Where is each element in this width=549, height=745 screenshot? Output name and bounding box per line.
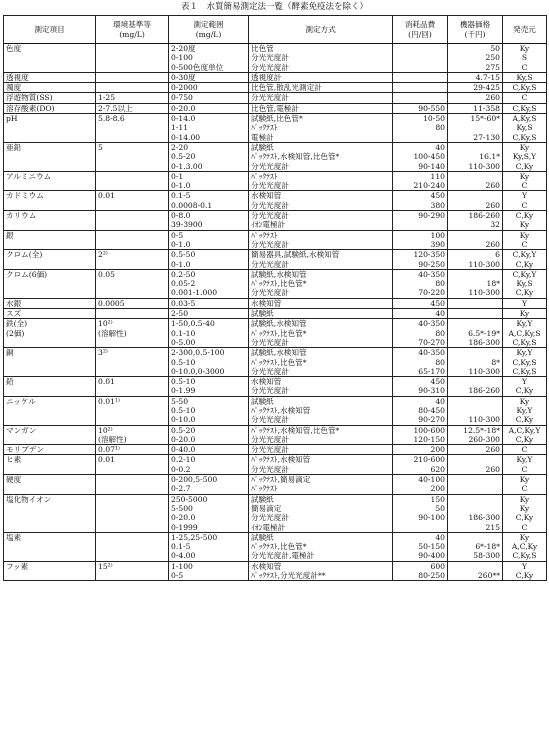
- col-item-cell: カリウム: [4, 211, 96, 231]
- table-row: [4, 72, 547, 82]
- col-price-cell: 260: [448, 230, 503, 250]
- col-maker-cell: Ky,S: [503, 72, 547, 82]
- col-price-cell: [448, 475, 503, 495]
- col-cost-cell: 10-50 80: [393, 114, 448, 143]
- col-price-cell: 260: [448, 93, 503, 103]
- col-maker-cell: C,Ky,Y Ky,S C,Ky: [503, 269, 547, 298]
- col-method-cell: 試験紙,水検知管 ﾊﾟｯｸﾃｽﾄ,比色管* 分光光度計: [249, 319, 393, 348]
- col-cost-cell: [393, 93, 448, 103]
- col-range-cell: 2-20度 0-100 0-500色度単位: [169, 44, 249, 73]
- col-maker-cell: Y C,Ky: [503, 561, 547, 581]
- col-method-cell: 試験紙 ﾊﾟｯｸﾃｽﾄ,水検知管,比色管* 分光光度計: [249, 142, 393, 171]
- col-standard-cell: 5.8-8.6: [96, 114, 169, 143]
- col-range-cell: 0.5-50 0-1.0: [169, 250, 249, 270]
- table-row: [4, 494, 547, 532]
- col-range-cell: 0-8.0 39-3900: [169, 211, 249, 231]
- col-maker-cell: C: [503, 445, 547, 455]
- col-range-cell: 0-2000: [169, 83, 249, 93]
- col-range-cell: 0.1-5 0.0008-0.1: [169, 191, 249, 211]
- col-price-cell: 29-425: [448, 83, 503, 93]
- col-price-cell: 15*-60* 27-130: [448, 114, 503, 143]
- col-price-cell: 260: [448, 171, 503, 191]
- col-range-cell: 0.2-50 0.05-2 0.001-1.000: [169, 269, 249, 298]
- col-item-cell: フッ素: [4, 561, 96, 581]
- col-cost-cell: 40-100 200: [393, 475, 448, 495]
- col-cost-cell: 40 100-450 90-140: [393, 142, 448, 171]
- col-maker-cell: C: [503, 93, 547, 103]
- col-method-cell: 水検知管 分光光度計: [249, 191, 393, 211]
- col-method-cell: 分光光度計: [249, 445, 393, 455]
- table-row: [4, 114, 547, 143]
- col-cost-cell: 40-350 80 70-270: [393, 319, 448, 348]
- col-price-cell: 18* 110-300: [448, 269, 503, 298]
- col-maker-cell: Ky C: [503, 230, 547, 250]
- col-method-cell: ﾊﾟｯｸﾃｽﾄ,水検知管,比色管* 分光光度計: [249, 425, 393, 445]
- col-standard-cell: 0.0005: [96, 298, 169, 308]
- col-cost-cell: 450: [393, 298, 448, 308]
- col-price-cell: 260: [448, 445, 503, 455]
- col-cost-cell: [393, 83, 448, 93]
- col-range-cell: 5-50 0.5-10 0-10.0: [169, 396, 249, 425]
- col-price-cell: 260**: [448, 561, 503, 581]
- col-item-cell: 透視度: [4, 72, 96, 82]
- col-item-cell: 鉄(全) (2価): [4, 319, 96, 348]
- col-cost-cell: 40: [393, 309, 448, 319]
- col-cost-cell: 40 50-150 90-400: [393, 532, 448, 561]
- col-item-cell: 亜鉛: [4, 142, 96, 171]
- col-standard-cell: 3²⁾: [96, 348, 169, 377]
- col-price-cell: 110-300: [448, 396, 503, 425]
- col-maker-cell: C,Ky,S: [503, 83, 547, 93]
- col-standard-cell: 10²⁾ (溶解性): [96, 319, 169, 348]
- table-row: [4, 377, 547, 397]
- col-range-cell: 1-100 0-5: [169, 561, 249, 581]
- col-item-header: 測定項目: [4, 16, 96, 44]
- col-price-cell: 12.5*-18* 260-300: [448, 425, 503, 445]
- col-maker-cell: Ky Ky,Y C,Ky: [503, 396, 547, 425]
- col-method-cell: 試験紙,水検知管 ﾊﾟｯｸﾃｽﾄ,比色管* 分光光度計: [249, 348, 393, 377]
- col-price-cell: 6.5*-19* 186-300: [448, 319, 503, 348]
- col-cost-cell: 600 80-250: [393, 561, 448, 581]
- col-standard-cell: 2-7.5以上: [96, 103, 169, 113]
- col-cost-cell: 200: [393, 445, 448, 455]
- table-row: [4, 250, 547, 270]
- table-row: [4, 93, 547, 103]
- col-maker-cell: Y C: [503, 191, 547, 211]
- col-maker-cell: Ky Ky,S,Y C,Ky: [503, 142, 547, 171]
- col-cost-cell: 150 50 90-100: [393, 494, 448, 532]
- col-standard-cell: [96, 309, 169, 319]
- col-cost-cell: 120-350 90-250: [393, 250, 448, 270]
- col-item-cell: ニッケル: [4, 396, 96, 425]
- table-row: [4, 103, 547, 113]
- table-row: [4, 44, 547, 73]
- col-cost-cell: 450 90-310: [393, 377, 448, 397]
- col-range-cell: 1-50,0.5-40 0.1-10 0-5.00: [169, 319, 249, 348]
- col-method-cell: 比色管,散乱光測定計: [249, 83, 393, 93]
- col-range-cell: 2-20 0.5-20 0-1.3.00: [169, 142, 249, 171]
- col-item-cell: クロム(6価): [4, 269, 96, 298]
- col-maker-cell: Ky C: [503, 475, 547, 495]
- col-method-cell: ﾊﾟｯｸﾃｽﾄ 分光光度計: [249, 171, 393, 191]
- col-method-cell: 試験紙 簡易滴定 分光光度計 ｲｵﾝ電極計: [249, 494, 393, 532]
- col-price-cell: [448, 298, 503, 308]
- col-item-cell: 濁度: [4, 83, 96, 93]
- col-maker-cell: Y C,Ky: [503, 377, 547, 397]
- col-standard-cell: [96, 83, 169, 93]
- table-row: [4, 211, 547, 231]
- col-maker-cell: A,Ky,S Ky,S C,Ky,S: [503, 114, 547, 143]
- col-standard-cell: [96, 494, 169, 532]
- col-cost-cell: [393, 44, 448, 73]
- col-range-cell: 2-50: [169, 309, 249, 319]
- table-row: [4, 561, 547, 581]
- table-row: [4, 455, 547, 475]
- col-item-cell: ヒ素: [4, 455, 96, 475]
- col-standard-cell: 2²⁾: [96, 250, 169, 270]
- col-range-cell: 0-5 0-1.0: [169, 230, 249, 250]
- col-item-cell: マンガン: [4, 425, 96, 445]
- col-price-cell: 50 250 275: [448, 44, 503, 73]
- col-range-cell: 0.5-20 0-20.0: [169, 425, 249, 445]
- col-item-cell: 銀: [4, 230, 96, 250]
- col-item-cell: クロム(全): [4, 250, 96, 270]
- col-range-cell: 0-20.0: [169, 103, 249, 113]
- col-cost-cell: 40 80-450 90-270: [393, 396, 448, 425]
- col-range-cell: 0.03-5: [169, 298, 249, 308]
- col-method-cell: 分光光度計 ｲｵﾝ電極計: [249, 211, 393, 231]
- col-maker-cell: C,Ky,Y C,Ky: [503, 250, 547, 270]
- col-method-cell: 試験紙 ﾊﾟｯｸﾃｽﾄ,水検知管 分光光度計: [249, 396, 393, 425]
- col-item-cell: カドミウム: [4, 191, 96, 211]
- col-range-cell: 0-1 0-1.0: [169, 171, 249, 191]
- col-item-cell: pH: [4, 114, 96, 143]
- col-item-cell: 鉛: [4, 377, 96, 397]
- table-row: [4, 309, 547, 319]
- col-method-cell: 試験紙,比色管* ﾊﾟｯｸﾃｽﾄ 電極計: [249, 114, 393, 143]
- col-cost-cell: 40-350 80 65-170: [393, 348, 448, 377]
- col-method-cell: 水検知管: [249, 298, 393, 308]
- col-item-cell: 溶存酸素(DO): [4, 103, 96, 113]
- col-range-cell: 0-30度: [169, 72, 249, 82]
- col-cost-cell: 210-600 620: [393, 455, 448, 475]
- col-method-cell: ﾊﾟｯｸﾃｽﾄ,水検知管 分光光度計: [249, 455, 393, 475]
- table-caption: 表１ 水質簡易測定法一覧（酵素免疫法を除く）: [180, 2, 368, 12]
- col-standard-cell: [96, 475, 169, 495]
- col-method-cell: 簡易器具,試験紙,水検知管 分光光度計: [249, 250, 393, 270]
- col-standard-cell: 0.01¹⁾: [96, 396, 169, 425]
- table-row: [4, 83, 547, 93]
- table-body: [4, 44, 547, 581]
- col-standard-cell: 0.07¹⁾: [96, 445, 169, 455]
- table-row: [4, 319, 547, 348]
- col-range-cell: 0-200,5-500 0-2.7: [169, 475, 249, 495]
- measurement-table: [3, 15, 547, 581]
- table-row: [4, 475, 547, 495]
- col-price-cell: 6*-18* 58-300: [448, 532, 503, 561]
- col-method-cell: 比色管,電極計: [249, 103, 393, 113]
- col-method-cell: 分光光度計: [249, 93, 393, 103]
- col-standard-cell: [96, 211, 169, 231]
- col-maker-cell: Ky A,C,Ky C,Ky,S: [503, 532, 547, 561]
- table-row: [4, 532, 547, 561]
- col-cost-cell: 100 390: [393, 230, 448, 250]
- table-row: [4, 191, 547, 211]
- col-standard-cell: 0.05: [96, 269, 169, 298]
- col-method-header: 測定方式: [249, 16, 393, 44]
- col-price-cell: 186-260 32: [448, 211, 503, 231]
- col-range-cell: 0-14.0 1-11 0-14.00: [169, 114, 249, 143]
- col-standard-header: 環境基準等 (mg/L): [96, 16, 169, 44]
- col-range-cell: 1-25,25-500 0.1-5 0-4.00: [169, 532, 249, 561]
- col-range-cell: 0.5-10 0-1.99: [169, 377, 249, 397]
- col-standard-cell: 0.01: [96, 191, 169, 211]
- col-price-cell: 16.1* 110-300: [448, 142, 503, 171]
- col-maker-cell: Ky C: [503, 171, 547, 191]
- col-maker-cell: Ky Ky C,Ky C: [503, 494, 547, 532]
- header-row: [4, 16, 547, 44]
- col-item-cell: 色度: [4, 44, 96, 73]
- col-standard-cell: [96, 72, 169, 82]
- table-row: [4, 269, 547, 298]
- col-maker-cell: C,Ky,S: [503, 103, 547, 113]
- col-range-cell: 0-40.0: [169, 445, 249, 455]
- col-item-cell: 塩素: [4, 532, 96, 561]
- col-standard-cell: 0.01: [96, 377, 169, 397]
- table-row: [4, 348, 547, 377]
- col-cost-cell: 90-290: [393, 211, 448, 231]
- col-method-cell: ﾊﾟｯｸﾃｽﾄ 分光光度計: [249, 230, 393, 250]
- table-row: [4, 298, 547, 308]
- col-maker-cell: Y: [503, 298, 547, 308]
- col-method-cell: 水検知管 ﾊﾟｯｸﾃｽﾄ,分光光度計**: [249, 561, 393, 581]
- col-cost-cell: 90-550: [393, 103, 448, 113]
- table-row: [4, 230, 547, 250]
- col-range-cell: 2-300,0.5-100 0.5-10 0-10.0,0-3000: [169, 348, 249, 377]
- col-maker-header: 発売元: [503, 16, 547, 44]
- col-method-cell: 試験紙,水検知管 ﾊﾟｯｸﾃｽﾄ,比色管* 分光光度計: [249, 269, 393, 298]
- col-method-cell: ﾊﾟｯｸﾃｽﾄ,簡易滴定 ﾊﾟｯｸﾃｽﾄ: [249, 475, 393, 495]
- table-row: [4, 425, 547, 445]
- col-standard-cell: 5: [96, 142, 169, 171]
- col-item-cell: 銅: [4, 348, 96, 377]
- col-maker-cell: Ky,Y C: [503, 455, 547, 475]
- col-item-cell: 硬度: [4, 475, 96, 495]
- col-standard-cell: 15²⁾: [96, 561, 169, 581]
- col-range-header: 測定範囲 (mg/L): [169, 16, 249, 44]
- col-price-cell: 186-260: [448, 377, 503, 397]
- col-standard-cell: [96, 532, 169, 561]
- col-price-cell: 260: [448, 191, 503, 211]
- col-method-cell: 試験紙: [249, 309, 393, 319]
- col-maker-cell: C,Ky Ky: [503, 211, 547, 231]
- col-cost-cell: [393, 72, 448, 82]
- col-item-cell: モリブデン: [4, 445, 96, 455]
- col-standard-cell: [96, 44, 169, 73]
- col-price-cell: 11-358: [448, 103, 503, 113]
- col-range-cell: 0-750: [169, 93, 249, 103]
- col-method-cell: 透視度計: [249, 72, 393, 82]
- col-item-cell: スズ: [4, 309, 96, 319]
- col-price-cell: 186-300 215: [448, 494, 503, 532]
- col-maker-cell: A,C,Ky,Y C,Ky: [503, 425, 547, 445]
- col-price-header: 機器価格 (千円): [448, 16, 503, 44]
- table-row: [4, 396, 547, 425]
- col-price-cell: 4.7-15: [448, 72, 503, 82]
- col-standard-cell: 10²⁾ (溶解性): [96, 425, 169, 445]
- col-maker-cell: Ky S C: [503, 44, 547, 73]
- col-price-cell: 260: [448, 455, 503, 475]
- col-maker-cell: Ky,Y C,Ky,S C,Ky,S: [503, 348, 547, 377]
- col-standard-cell: [96, 171, 169, 191]
- col-price-cell: [448, 309, 503, 319]
- col-item-cell: 浮遊物質(SS): [4, 93, 96, 103]
- col-item-cell: 塩化物イオン: [4, 494, 96, 532]
- table-row: [4, 445, 547, 455]
- col-cost-header: 消耗品費 (円/回): [393, 16, 448, 44]
- col-cost-cell: 40-350 80 70-220: [393, 269, 448, 298]
- table-row: [4, 171, 547, 191]
- col-cost-cell: 110 210-240: [393, 171, 448, 191]
- col-range-cell: 0.2-10 0-0.2: [169, 455, 249, 475]
- col-item-cell: 水銀: [4, 298, 96, 308]
- col-standard-cell: [96, 230, 169, 250]
- col-maker-cell: Ky,Y A,C,Ky,S C,Ky,S: [503, 319, 547, 348]
- col-item-cell: アルミニウム: [4, 171, 96, 191]
- col-cost-cell: 450 380: [393, 191, 448, 211]
- col-maker-cell: Ky: [503, 309, 547, 319]
- col-method-cell: 水検知管 分光光度計: [249, 377, 393, 397]
- col-price-cell: 6 110-300: [448, 250, 503, 270]
- col-method-cell: 試験紙 ﾊﾟｯｸﾃｽﾄ,比色管* 分光光度計,電極計: [249, 532, 393, 561]
- col-cost-cell: 100-600 120-150: [393, 425, 448, 445]
- col-standard-cell: 1-25: [96, 93, 169, 103]
- col-price-cell: 8* 110-300: [448, 348, 503, 377]
- table-row: [4, 142, 547, 171]
- col-method-cell: 比色管 分光光度計 分光光度計: [249, 44, 393, 73]
- col-standard-cell: 0.01: [96, 455, 169, 475]
- col-range-cell: 250-5000 5-500 0-20.0 0-1999: [169, 494, 249, 532]
